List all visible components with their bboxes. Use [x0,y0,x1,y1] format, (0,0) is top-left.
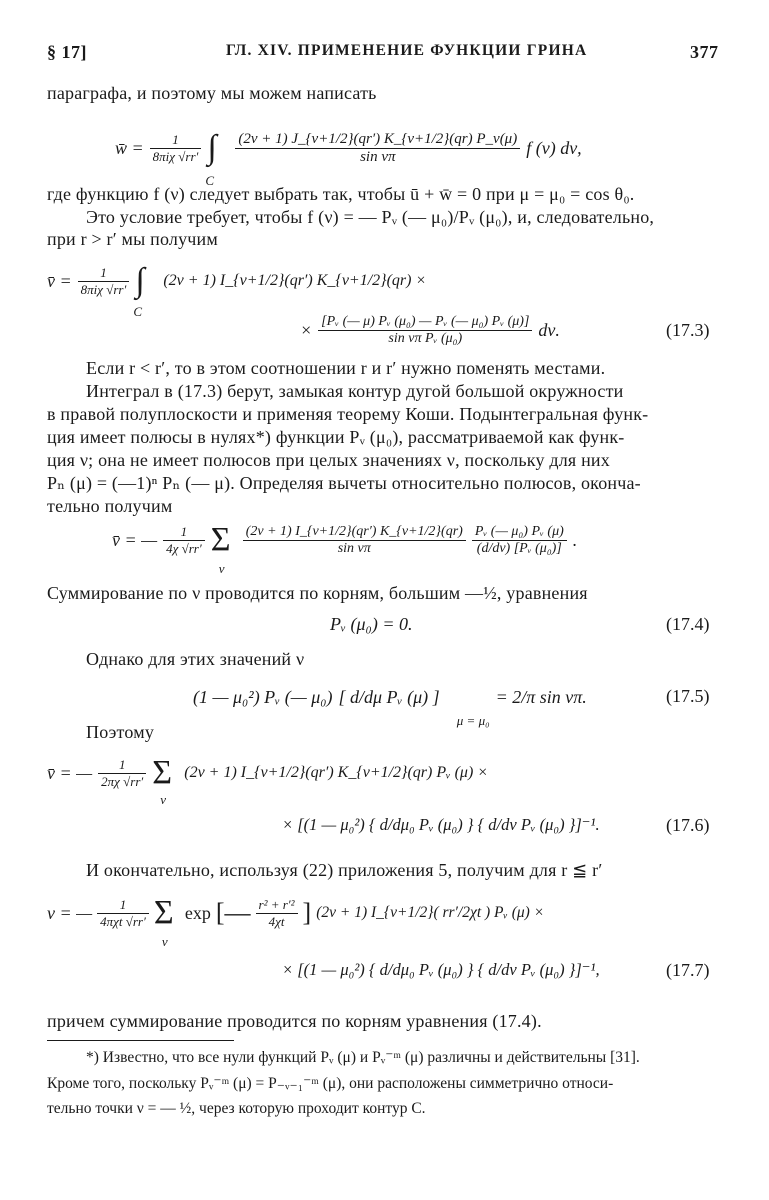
paragraph-10: причем суммирование проводится по корням уравнения (17.4). [47,1011,542,1031]
equation-17-6-line-2: × [(1 — μ₀²) { d/dμ₀ Pᵥ (μ₀) } { d/dν Pᵥ (μ₀) }]⁻¹. [282,815,600,834]
paragraph-5-line-3: ция имеет полюсы в нулях*) функции Pᵥ (μ₀), рассматриваемой как функ- [47,427,625,447]
paragraph-1: параграфа, и поэтому мы можем написать [47,83,377,103]
section-marker: § 17] [47,42,87,62]
footnote-line-2: Кроме того, поскольку Pᵥ⁻ᵐ (μ) = P₋ᵥ₋₁⁻ᵐ (μ), они расположены симметрично относи- [47,1075,614,1092]
equation-17-4: Pᵥ (μ₀) = 0. [330,614,413,634]
equation-residues [112,512,578,576]
eq-w-coef: $\frac{1}{\text{8πiχ √rr′}}$ [150,132,202,165]
footnote-rule [47,1040,234,1041]
sum-sign: Σ [153,894,174,931]
eq-w-integrand: $\frac{(2\nu + 1) J\_\{\nu+1/2\}(qr') K\_\{\nu+1/2\}(qr) P\_\nu(\mu)}{\text{sin νπ}}$ [235,131,520,166]
paragraph-7: Однако для этих значений ν [86,649,305,669]
sum-index: ν [160,792,167,807]
equation-17-3-line-1 [47,258,427,319]
eq-175-subscript: μ = μ₀ [456,712,490,728]
paragraph-9: И окончательно, используя (22) приложения 5, получим для r ≦ r′ [86,860,603,880]
eq-173-tail: dν. [538,319,560,340]
eq-w-lhs: w̄ = [115,137,144,158]
equation-w [115,118,582,188]
equation-17-3-line-2 [300,308,560,352]
eq-175-left: (1 — μ₀²) Pᵥ (— μ₀) [193,686,333,707]
sum-index: ν [161,934,168,949]
paragraph-5-line-6: тельно получим [47,496,173,516]
eq-res-coef: $\frac{1}{4\chi √rr'}$ [163,524,205,557]
equation-number-17-4: (17.4) [666,614,710,634]
contour-label: C [133,304,143,319]
times-sign: × [300,319,313,340]
paragraph-5-line-4: ция ν; она не имеет полюсов при целых значениях ν, поскольку для них [47,450,610,470]
eq-w-tail: f (ν) dν, [526,137,582,158]
eq-176-coef: $\frac{1}{2\pi\chi √rr'}$ [98,757,146,790]
eq-175-bracket: [ d/dμ Pᵥ (μ) ] [338,686,440,707]
paragraph-4: Если r < r′, то в этом соотношении r и r′ нужно поменять местами. [86,358,606,378]
equation-17-5 [193,675,587,728]
eq-173-lhs: v̄ = [47,270,72,291]
exp-word: exp [184,902,211,923]
sum-sign: Σ [152,754,173,791]
eq-res-lhs: v̄ = — [112,529,158,550]
paragraph-6: Суммирование по ν проводится по корням, большим —½, уравнения [47,583,588,603]
page-number: 377 [690,42,719,62]
paragraph-3-line-1: Это условие требует, чтобы f (ν) = — Pᵥ (— μ₀)/Pᵥ (μ₀), и, следовательно, [86,207,655,227]
equation-number-17-3: (17.3) [666,320,710,340]
equation-number-17-5: (17.5) [666,686,710,706]
paragraph-8: Поэтому [86,722,155,742]
equation-17-7-line-2: × [(1 — μ₀²) { d/dμ₀ Pᵥ (μ₀) } { d/dν Pᵥ (μ₀) }]⁻¹, [282,960,600,979]
eq-175-rhs: = 2/π sin νπ. [495,686,587,707]
eq-177-lhs: v = — [47,902,93,923]
equation-17-7-line-1: v = — $\frac{1}{\text{4πχt √rr′}}$ Σ ν exp [— $\frac{\text{r² + r′²}}{4\chi t}$ ] (2ν + 1) I_{ν+1/2}( rr′/2χt ) Pᵥ (μ) × [47,894,545,949]
eq-173-fraction: $\frac{\text{[Pᵥ (— μ) Pᵥ (μ₀) — Pᵥ (— μ₀) Pᵥ (μ)]}}{\text{sin νπ Pᵥ (μ₀)}}$ [318,314,532,347]
paragraph-2: где функцию f (ν) следует выбрать так, чтобы ū + w̄ = 0 при μ = μ₀ = cos θ₀. [47,184,635,204]
footnote-line-1: *) Известно, что все нули функций Pᵥ (μ) и Pᵥ⁻ᵐ (μ) различны и действительны [31]. [86,1049,640,1066]
sum-sign: Σ [210,521,231,558]
eq-res-fraction-1: $\frac{(2\nu + 1) I\_\{\nu+1/2\}(qr') K\_\{\nu+1/2\}(qr)}{\text{sin νπ}}$ [243,524,466,557]
eq-176-lhs: v̄ = — [47,762,93,783]
paragraph-5-line-1: Интеграл в (17.3) берут, замыкая контур дугой большой окружности [86,381,624,401]
contour-label: C [205,173,215,188]
eq-173-coef: $\frac{1}{\text{8πiχ √rr′}}$ [78,265,130,298]
paragraph-5-line-2: в правой полуплоскости и применяя теорему Коши. Подынтегральная функ- [47,404,649,424]
running-title: ГЛ. XIV. ПРИМЕНЕНИЕ ФУНКЦИИ ГРИНА [226,42,588,59]
equation-number-17-7: (17.7) [666,960,710,980]
paragraph-3-line-2: при r > r′ мы получим [47,229,218,249]
eq-177-coef: $\frac{1}{\text{4πχt √rr′}}$ [97,897,149,930]
eq-res-fraction-2: $\frac{\text{Pᵥ (— μ₀) Pᵥ (μ)}}{\text{(d/dν) [Pᵥ (μ₀)]}}$ [472,524,567,557]
eq-177-exponent: $\frac{\text{r² + r′²}}{4\chi t}$ [256,897,298,930]
footnote-line-3: тельно точки ν = — ½, через которую проходит контур C. [47,1100,426,1117]
equation-number-17-6: (17.6) [666,815,710,835]
eq-176-line1: (2ν + 1) I_{ν+1/2}(qr′) K_{ν+1/2}(qr) Pᵥ (μ) × [184,764,489,781]
eq-177-line1-tail: (2ν + 1) I_{ν+1/2}( rr′/2χt ) Pᵥ (μ) × [316,904,545,921]
paragraph-5-line-5: Pₙ (μ) = (—1)ⁿ Pₙ (— μ). Определяя вычеты относительно полюсов, оконча- [47,473,641,493]
equation-17-6-line-1 [47,748,489,807]
eq-res-tail: . [572,529,578,550]
integral-sign: ∫ [207,129,217,166]
integral-sign: ∫ [135,262,145,299]
sum-index: ν [218,561,225,576]
eq-173-line1: (2ν + 1) I_{ν+1/2}(qr′) K_{ν+1/2}(qr) × [163,272,427,289]
